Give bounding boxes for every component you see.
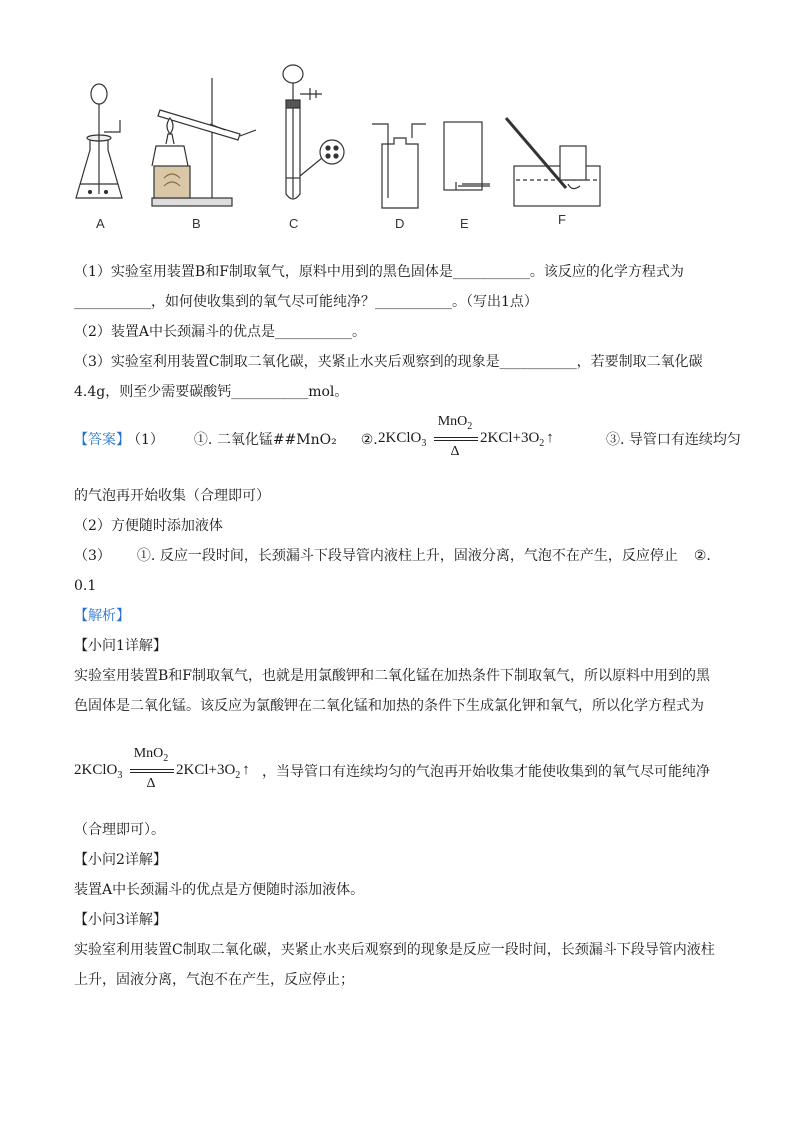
analysis-1-line-b: 色固体是二氧化锰。该反应为氯酸钾在二氧化锰和加热的条件下生成氯化钾和氧气，所以化学方程式为: [74, 698, 704, 714]
eq2-catalyst-sub: 2: [163, 752, 169, 764]
analysis-3-line-a: 实验室利用装置C制取二氧化碳，夹紧止水夹后观察到的现象是反应一段时间，长颈漏斗下段导管内液柱: [74, 942, 715, 958]
eq2-heat: Δ: [146, 776, 156, 791]
answer-3-2-marker: ②.: [693, 548, 711, 564]
answer-line-3: [74, 546, 734, 566]
eq-gas-arrow: ↑: [546, 430, 554, 446]
analysis-heading-1: 【小问1详解】: [74, 638, 167, 654]
apparatus-e: [444, 122, 490, 190]
apparatus-c: [283, 65, 344, 199]
question-line-5: 4.4g，则至少需要碳酸钙___________mol。: [74, 384, 349, 400]
eq2-gas-arrow: ↑: [242, 762, 250, 778]
answer-equation: [378, 414, 638, 464]
label-f: F: [558, 212, 566, 227]
eq-product: 2KCl+3O: [480, 430, 540, 446]
analysis-1-line-a: 实验室用装置B和F制取氧气，也就是用氯酸钾和二氧化锰在加热条件下制取氧气，所以原料中用到的黑: [74, 668, 710, 684]
label-a: A: [96, 216, 105, 231]
answer-part-3: （3）: [74, 548, 111, 564]
analysis-heading-2: 【小问2详解】: [74, 852, 167, 868]
analysis-1-line-c: ，当导管口有连续均匀的气泡再开始收集才能使收集到的氧气尽可能纯净: [262, 764, 710, 780]
answer-line-1-cont: 的气泡再开始收集（合理即可）: [74, 488, 270, 504]
eq2-product-sub: 2: [235, 770, 241, 781]
answer-1-3: ③. 导管口有连续均匀: [606, 432, 741, 448]
apparatus-b: [152, 78, 256, 206]
apparatus-figure: [60, 58, 620, 238]
analysis-3-line-b: 上升，固液分离，气泡不在产生，反应停止；: [74, 972, 354, 988]
answer-line-2: （2）方便随时添加液体: [74, 518, 223, 534]
eq-catalyst: MnO: [437, 414, 468, 429]
eq2-product: 2KCl+3O: [176, 762, 236, 778]
eq2-reactant-sub: 3: [117, 770, 123, 781]
analysis-1-line-d: （合理即可）。: [74, 822, 165, 838]
eq-catalyst-sub: 2: [467, 420, 473, 432]
answer-3-2: 0.1: [74, 578, 97, 594]
label-b: B: [192, 216, 201, 231]
apparatus-a: [76, 84, 122, 198]
analysis-2-line: 装置A中长颈漏斗的优点是方便随时添加液体。: [74, 882, 365, 898]
eq-product-sub: 2: [539, 438, 545, 449]
analysis-equation: [74, 746, 274, 796]
eq-reactant: 2KClO: [378, 430, 422, 446]
answer-tag: 【答案】: [74, 432, 130, 448]
eq-heat: Δ: [450, 444, 460, 459]
eq2-catalyst: MnO: [133, 746, 164, 761]
label-e: E: [460, 216, 469, 231]
answer-3-1: ①. 反应一段时间，长颈漏斗下段导管内液柱上升，固液分离，气泡不在产生，反应停止: [136, 548, 678, 564]
question-line-2: ___________，如何使收集到的氧气尽可能纯净？___________。（写出1点）: [74, 294, 538, 310]
answer-1-2-marker: ②.: [360, 432, 378, 448]
analysis-heading-3: 【小问3详解】: [74, 912, 167, 928]
apparatus-f: [506, 118, 600, 206]
answer-part-1: （1）: [134, 432, 164, 448]
label-c: C: [289, 216, 299, 231]
apparatus-d: [372, 124, 426, 208]
analysis-tag: 【解析】: [74, 608, 130, 624]
label-d: D: [395, 216, 405, 231]
question-line-1: （1）实验室用装置B和F制取氧气，原料中用到的黑色固体是___________。该反应的化学方程式为: [74, 264, 684, 280]
eq2-reactant: 2KClO: [74, 762, 118, 778]
question-line-4: （3）实验室利用装置C制取二氧化碳，夹紧止水夹后观察到的现象是___________，若要制取二氧化碳: [74, 354, 703, 370]
answer-1-1: ①. 二氧化锰##MnO₂: [193, 432, 337, 448]
eq-reactant-sub: 3: [421, 438, 427, 449]
question-line-3: （2）装置A中长颈漏斗的优点是___________。: [74, 324, 367, 340]
